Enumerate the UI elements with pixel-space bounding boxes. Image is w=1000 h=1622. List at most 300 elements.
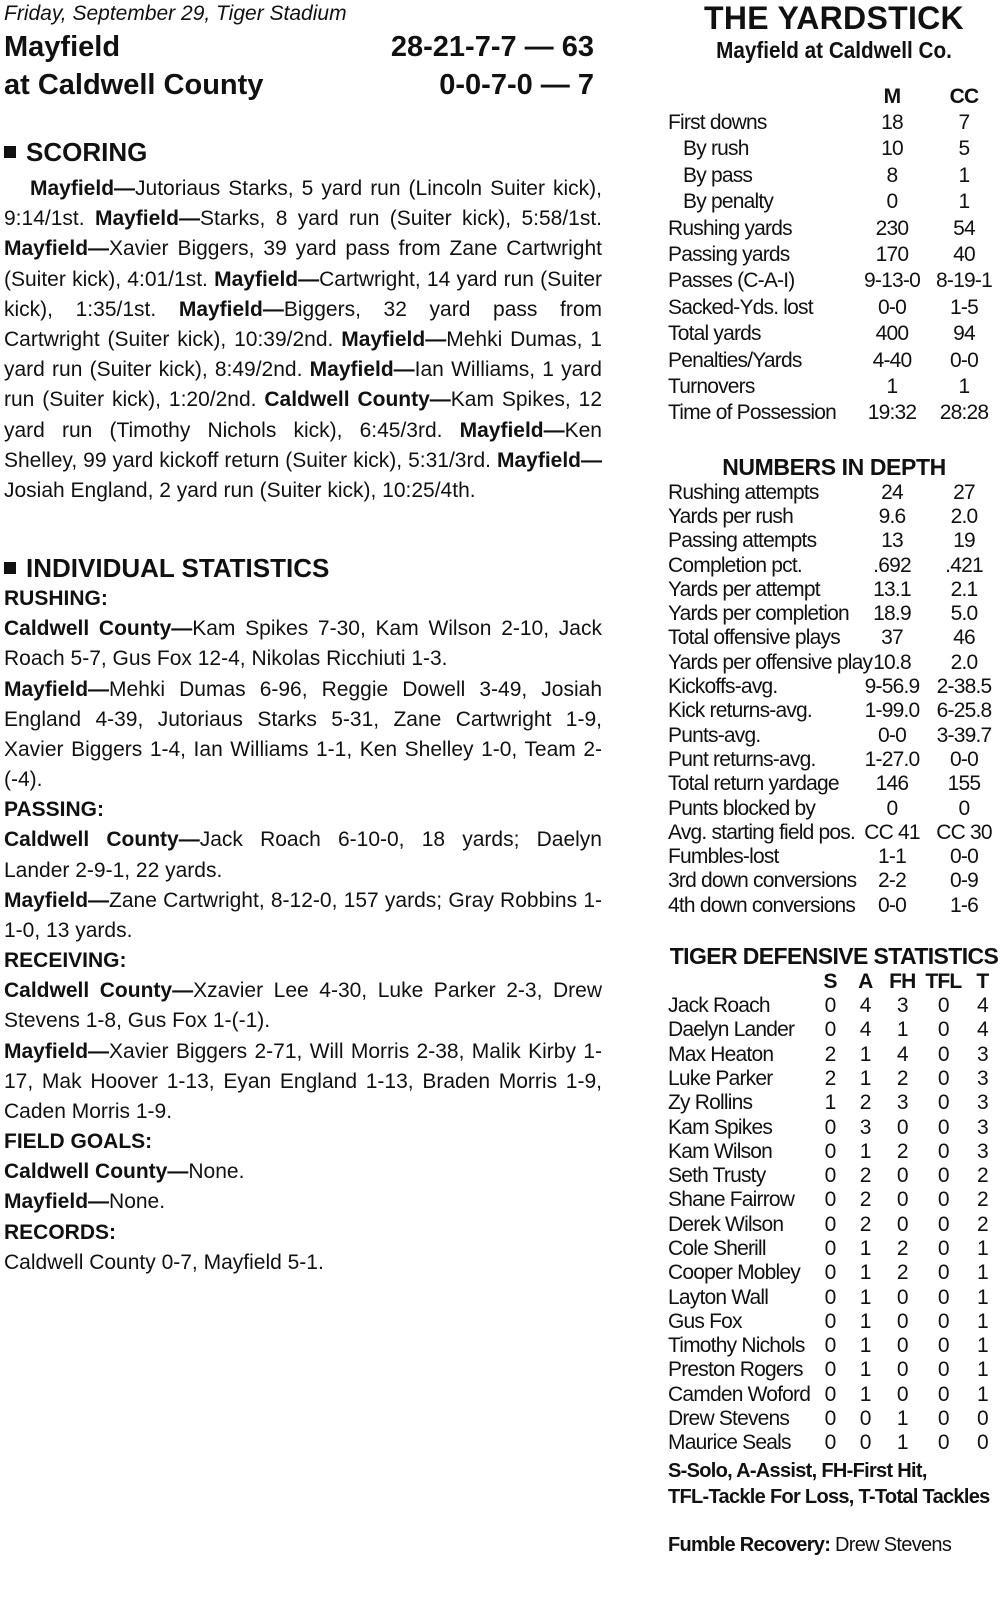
mayfield-value: 18.9	[873, 602, 911, 626]
defense-player-row	[668, 1383, 1000, 1407]
stat-t: 3	[976, 1091, 988, 1115]
stat-t: 4	[976, 1018, 988, 1042]
yardstick-column	[668, 0, 1000, 1558]
yardstick-row	[668, 348, 1000, 374]
stat-label: Passes (C-A-I)	[668, 269, 795, 293]
stat-fh: 1	[896, 1431, 908, 1455]
stat-t: 1	[976, 1285, 988, 1309]
defense-player-row	[668, 1018, 1000, 1042]
player-name: Derek Wilson	[668, 1212, 784, 1236]
stat-tfl: 0	[937, 1431, 949, 1455]
stat-s: 0	[824, 1237, 836, 1260]
mayfield-value: 37	[881, 626, 903, 650]
stat-paragraph	[4, 614, 602, 674]
caldwell-value: 155	[947, 772, 981, 796]
column-header: A	[858, 970, 873, 994]
column-header: S	[823, 970, 837, 994]
stat-fh: 0	[896, 1285, 908, 1309]
column-header: TFL	[925, 970, 962, 994]
stat-s: 0	[824, 1139, 836, 1163]
stat-fh: 1	[896, 1018, 908, 1042]
stat-s: 2	[824, 1042, 836, 1066]
fumble-recovery: Fumble Recovery: Drew Stevens	[668, 1533, 952, 1556]
stat-fh: 2	[896, 1237, 908, 1260]
stat-t: 1	[976, 1358, 988, 1382]
stat-t: 2	[976, 1164, 988, 1188]
stat-fh: 3	[896, 994, 908, 1018]
stat-fh: 0	[896, 1164, 908, 1188]
yardstick-row	[668, 163, 1000, 189]
stat-tfl: 0	[937, 1237, 949, 1260]
defense-legend: S-Solo, A-Assist, FH-First Hit, TFL-Tackle For Loss, T-Total Tackles	[668, 1459, 990, 1508]
stat-a: 1	[859, 1261, 871, 1285]
stat-a: 1	[859, 1066, 871, 1090]
stat-team: Mayfield—	[4, 1190, 110, 1214]
stat-s: 0	[824, 1382, 836, 1406]
stat-a: 1	[859, 1285, 871, 1309]
scoring-play: Mehki Dumas, 1 yard run (Suiter kick), 8:49/2nd.	[4, 328, 602, 382]
caldwell-value: 0	[958, 796, 970, 820]
mayfield-value: 0-0	[878, 295, 906, 319]
stat-label: By pass	[683, 163, 753, 187]
yardstick-subtitle: Mayfield at Caldwell Co.	[716, 37, 952, 63]
stat-a: 2	[859, 1091, 871, 1115]
mayfield-value: 1-27.0	[864, 747, 920, 771]
scoring-play: Xavier Biggers, 39 yard pass from Zane Cartwright (Suiter kick), 4:01/1st.	[4, 237, 602, 291]
quarter-score-line: 28-21-7-7 — 63	[390, 31, 594, 63]
stat-tfl: 0	[937, 1164, 949, 1188]
column-m: M	[883, 85, 901, 108]
stat-text: None.	[109, 1190, 166, 1214]
stat-text: Caldwell County 0-7, Mayfield 5-1.	[4, 1250, 324, 1274]
defense-player-row	[668, 1334, 1000, 1358]
score-row-mayfield	[4, 28, 602, 66]
scoring-play: Jutoriaus Starks, 5 yard run (Lincoln Suiter kick), 9:14/1st.	[4, 177, 602, 231]
scoring-play: Biggers, 32 yard pass from Cartwright (Suiter kick), 10:39/2nd.	[4, 297, 603, 352]
square-bullet-icon	[4, 562, 16, 574]
stat-label: Sacked-Yds. lost	[668, 295, 813, 319]
depth-row	[668, 748, 1000, 772]
stat-s: 0	[824, 1285, 836, 1309]
player-name: Kam Wilson	[668, 1139, 773, 1163]
mayfield-value: 4-40	[872, 348, 912, 372]
stat-t: 1	[976, 1382, 988, 1406]
mayfield-value: 170	[875, 242, 909, 266]
defense-player-row	[668, 1188, 1000, 1212]
stat-fh: 3	[896, 1091, 908, 1115]
stat-fh: 0	[896, 1115, 908, 1139]
caldwell-value: 2.0	[950, 650, 978, 674]
stat-fh: 0	[896, 1309, 908, 1333]
depth-row	[668, 797, 1000, 821]
yardstick-row	[668, 321, 1000, 347]
depth-row	[668, 529, 1000, 553]
score-row-caldwell	[4, 66, 602, 104]
stat-a: 2	[859, 1212, 871, 1236]
stat-label: Total return yardage	[668, 772, 839, 796]
stat-label: Total offensive plays	[668, 626, 840, 650]
yardstick-row	[668, 136, 1000, 162]
stat-label: First downs	[668, 111, 767, 134]
player-name: Kam Spikes	[668, 1115, 773, 1139]
stat-label: Yards per rush	[668, 504, 793, 528]
caldwell-value: 3-39.7	[936, 723, 992, 747]
defense-player-row	[668, 1310, 1000, 1334]
defense-title: TIGER DEFENSIVE STATISTICS	[669, 943, 999, 970]
scoring-team: Mayfield—	[214, 267, 320, 291]
mayfield-value: 1-1	[878, 845, 906, 869]
stat-fh: 1	[896, 1407, 908, 1431]
stat-a: 2	[859, 1164, 871, 1188]
stat-s: 0	[824, 1407, 836, 1431]
stat-tfl: 0	[937, 1212, 949, 1236]
scoring-team: Caldwell County—	[264, 388, 451, 412]
stat-fh: 0	[896, 1382, 908, 1406]
stat-label: Penalties/Yards	[668, 348, 802, 372]
stat-a: 4	[859, 1018, 871, 1042]
stat-tfl: 0	[937, 1285, 949, 1309]
depth-row	[668, 894, 1000, 918]
stat-s: 0	[824, 1018, 836, 1042]
stat-label: Completion pct.	[668, 553, 802, 577]
defense-player-row	[668, 1358, 1000, 1382]
defense-player-row	[668, 1407, 1000, 1431]
mayfield-value: 0	[886, 190, 898, 214]
stat-fh: 2	[896, 1066, 908, 1090]
scoring-team: Mayfield—	[30, 177, 136, 200]
caldwell-value: 0-0	[950, 845, 978, 869]
scoring-play: Kam Spikes, 12 yard run (Timothy Nichols kick), 6:45/3rd.	[4, 388, 602, 442]
stat-tfl: 0	[937, 1115, 949, 1139]
stat-text: Kam Spikes 7-30, Kam Wilson 2-10, Jack Roach 5-7, Gus Fox 12-4, Nikolas Ricchiuti 1-3.	[4, 617, 602, 671]
stat-s: 0	[824, 1164, 836, 1188]
caldwell-value: .421	[945, 553, 983, 577]
caldwell-value: 40	[953, 242, 975, 266]
stat-label: Turnovers	[668, 374, 755, 398]
scoring-team: Mayfield—	[341, 328, 447, 352]
depth-row	[668, 845, 1000, 869]
stat-text: Xavier Biggers 2-71, Will Morris 2-38, Malik Kirby 1-17, Mak Hoover 1-13, Eyan England 1-13, Braden Morris 1-9, Caden Morris 1-9.	[4, 1039, 602, 1124]
caldwell-value: 0-9	[950, 869, 978, 893]
defense-player-row	[668, 1286, 1000, 1310]
defense-header	[668, 970, 1000, 994]
scoring-team: Mayfield—	[4, 237, 110, 261]
depth-row	[668, 675, 1000, 699]
caldwell-value: 0-0	[950, 348, 978, 372]
stat-label: Rushing attempts	[668, 480, 819, 504]
mayfield-value: 18	[881, 111, 903, 134]
stat-tfl: 0	[937, 1091, 949, 1115]
stat-tfl: 0	[937, 1042, 949, 1066]
caldwell-value: 7	[958, 111, 970, 134]
player-name: Gus Fox	[668, 1309, 742, 1333]
stat-fh: 0	[896, 1334, 908, 1358]
stat-fh: 0	[896, 1358, 908, 1382]
stat-label: Passing yards	[668, 242, 790, 266]
stat-s: 2	[824, 1066, 836, 1090]
yardstick-row	[668, 268, 1000, 294]
yardstick-header	[668, 84, 1000, 110]
stat-t: 1	[976, 1261, 988, 1285]
stat-tfl: 0	[937, 1358, 949, 1382]
stat-label: By penalty	[683, 190, 774, 214]
caldwell-value: CC 30	[936, 820, 992, 844]
stat-section-title: PASSING:	[4, 798, 104, 822]
yardstick-table	[668, 110, 1000, 427]
player-name: Daelyn Lander	[668, 1018, 795, 1042]
mayfield-value: 13.1	[873, 577, 911, 601]
column-cc: CC	[949, 85, 979, 108]
column-header: T	[976, 970, 989, 994]
stat-paragraph	[4, 1037, 602, 1128]
stat-a: 0	[859, 1407, 871, 1431]
mayfield-value: 9-56.9	[864, 675, 920, 699]
mayfield-value: 9.6	[878, 504, 906, 528]
caldwell-value: 46	[953, 626, 975, 650]
team-name: at Caldwell County	[4, 69, 264, 101]
column-header: FH	[889, 970, 916, 994]
scoring-play: Ken Shelley, 99 yard kickoff return (Suiter kick), 5:31/3rd.	[4, 418, 602, 472]
header-spacer	[668, 970, 813, 994]
stat-paragraph	[4, 1248, 602, 1278]
stat-tfl: 0	[937, 1066, 949, 1090]
stat-label: Yards per attempt	[668, 577, 820, 601]
stat-label: Punt returns-avg.	[668, 747, 816, 771]
stat-text: Mehki Dumas 6-96, Reggie Dowell 3-49, Josiah England 4-39, Jutoriaus Starks 5-31, Zane Cartwright 1-9, Xavier Biggers 1-4, Ian Williams 1-1, Ken Shelley 1-0, Team 2-(-4).	[4, 677, 602, 792]
stat-section-title: RECORDS:	[4, 1220, 117, 1244]
stat-fh: 4	[896, 1042, 908, 1066]
stat-t: 0	[976, 1407, 988, 1431]
stat-section-title: RECEIVING:	[4, 949, 127, 973]
stat-label: Avg. starting field pos.	[668, 820, 856, 844]
depth-row	[668, 554, 1000, 578]
player-name: Camden Woford	[668, 1382, 811, 1406]
stat-t: 1	[976, 1309, 988, 1333]
player-name: Cole Sherill	[668, 1237, 766, 1260]
stat-label: Kickoffs-avg.	[668, 675, 778, 699]
mayfield-value: 24	[881, 480, 903, 504]
stat-section-title: FIELD GOALS:	[4, 1130, 153, 1154]
mayfield-value: 10	[881, 137, 903, 161]
stat-label: Passing attempts	[668, 529, 817, 553]
stat-s: 0	[824, 1261, 836, 1285]
depth-row	[668, 602, 1000, 626]
stat-a: 1	[859, 1334, 871, 1358]
scoring-play: Ian Williams, 1 yard run (Suiter kick), 1:20/2nd.	[4, 358, 602, 412]
mayfield-value: 0-0	[878, 723, 906, 747]
yardstick-row	[668, 242, 1000, 268]
caldwell-value: 1	[958, 374, 970, 398]
stat-tfl: 0	[937, 1309, 949, 1333]
caldwell-value: 94	[953, 322, 975, 346]
caldwell-value: 2-38.5	[936, 675, 992, 699]
player-name: Seth Trusty	[668, 1164, 766, 1188]
scoring-team: Mayfield—	[178, 297, 284, 321]
scoring-play: Josiah England, 2 yard run (Suiter kick), 10:25/4th.	[4, 479, 476, 503]
stat-a: 1	[859, 1042, 871, 1066]
scoring-team: Mayfield—	[94, 207, 200, 231]
stat-t: 3	[976, 1115, 988, 1139]
stat-label: 3rd down conversions	[668, 869, 857, 893]
yardstick-row	[668, 400, 1000, 426]
stat-t: 3	[976, 1139, 988, 1163]
depth-row	[668, 869, 1000, 893]
stat-tfl: 0	[937, 1382, 949, 1406]
yardstick-row	[668, 295, 1000, 321]
stat-label: 4th down conversions	[668, 893, 856, 917]
scoring-team: Mayfield—	[459, 418, 565, 442]
stat-label: Yards per offensive play	[668, 650, 873, 674]
player-name: Shane Fairrow	[668, 1188, 795, 1212]
mayfield-value: 146	[875, 772, 909, 796]
stat-s: 0	[824, 1334, 836, 1358]
scoring-heading: SCORING	[4, 136, 602, 168]
team-name: Mayfield	[4, 31, 121, 63]
depth-table	[668, 481, 1000, 918]
stat-text: Xzavier Lee 4-30, Luke Parker 2-3, Drew Stevens 1-8, Gus Fox 1-(-1).	[4, 979, 602, 1033]
stat-team: Mayfield—	[4, 677, 110, 701]
stat-team: Mayfield—	[4, 888, 110, 912]
defense-table	[668, 994, 1000, 1456]
stat-s: 0	[824, 1431, 836, 1455]
stat-tfl: 0	[937, 1188, 949, 1212]
stat-t: 1	[976, 1237, 988, 1260]
caldwell-value: 0-0	[950, 747, 978, 771]
player-name: Jack Roach	[668, 994, 770, 1018]
stat-paragraph	[4, 1187, 602, 1217]
mayfield-value: CC 41	[864, 820, 920, 844]
stat-fh: 0	[896, 1212, 908, 1236]
stat-label: Fumbles-lost	[668, 845, 779, 869]
square-bullet-icon	[4, 146, 16, 158]
defense-player-row	[668, 1164, 1000, 1188]
scoring-team: Mayfield—	[309, 358, 415, 382]
stat-a: 1	[859, 1358, 871, 1382]
scoring-team: Mayfield—	[496, 448, 602, 472]
mayfield-value: 13	[881, 529, 903, 553]
stat-label: Rushing yards	[668, 216, 792, 240]
caldwell-value: 2.1	[950, 577, 978, 601]
defense-player-row	[668, 1431, 1000, 1455]
stat-fh: 2	[896, 1261, 908, 1285]
yardstick-row	[668, 216, 1000, 242]
mayfield-value: 10.8	[873, 650, 911, 674]
player-name: Timothy Nichols	[668, 1334, 805, 1358]
stat-section-title: RUSHING:	[4, 587, 108, 611]
stat-s: 1	[824, 1091, 836, 1115]
defense-player-row	[668, 1213, 1000, 1237]
player-name: Layton Wall	[668, 1285, 769, 1309]
caldwell-value: 5.0	[950, 602, 978, 626]
defense-player-row	[668, 1043, 1000, 1067]
depth-row	[668, 821, 1000, 845]
stat-paragraph	[4, 675, 602, 796]
mayfield-value: 0-0	[878, 893, 906, 917]
stat-paragraph	[4, 886, 602, 946]
caldwell-value: 1-6	[950, 893, 978, 917]
stat-label: Punts-avg.	[668, 723, 761, 747]
mayfield-value: 400	[875, 322, 909, 346]
player-name: Preston Rogers	[668, 1358, 803, 1382]
stat-s: 0	[824, 1188, 836, 1212]
caldwell-value: 1	[958, 163, 970, 187]
stat-tfl: 0	[937, 994, 949, 1018]
stat-s: 0	[824, 1358, 836, 1382]
caldwell-value: 2.0	[950, 504, 978, 528]
mayfield-value: .692	[873, 553, 911, 577]
player-name: Max Heaton	[668, 1042, 774, 1066]
game-story-column	[4, 0, 602, 1278]
depth-row	[668, 772, 1000, 796]
quarter-score-line: 0-0-7-0 — 7	[439, 69, 594, 101]
depth-row	[668, 505, 1000, 529]
defense-player-row	[668, 1091, 1000, 1115]
defense-player-row	[668, 1237, 1000, 1261]
stat-t: 1	[976, 1334, 988, 1358]
stat-tfl: 0	[937, 1407, 949, 1431]
stat-a: 0	[859, 1431, 871, 1455]
stat-a: 3	[859, 1115, 871, 1139]
individual-stats	[4, 584, 602, 1278]
stat-team: Caldwell County—	[4, 828, 200, 852]
stat-team: Mayfield—	[4, 1039, 110, 1063]
mayfield-value: 2-2	[878, 869, 906, 893]
caldwell-value: 5	[958, 137, 970, 161]
yardstick-title: THE YARDSTICK	[704, 0, 964, 36]
mayfield-value: 1	[886, 374, 898, 398]
scoring-play: Cartwright, 14 yard run (Suiter kick), 1:35/1st.	[4, 267, 603, 321]
yardstick-row	[668, 189, 1000, 215]
depth-row	[668, 651, 1000, 675]
caldwell-value: 1-5	[950, 295, 978, 319]
stat-a: 1	[859, 1309, 871, 1333]
player-name: Maurice Seals	[668, 1431, 791, 1455]
stat-a: 1	[859, 1139, 871, 1163]
scoring-play: Starks, 8 yard run (Suiter kick), 5:58/1st.	[199, 207, 602, 231]
stat-s: 0	[824, 1115, 836, 1139]
stat-fh: 0	[896, 1188, 908, 1212]
individual-stats-heading: INDIVIDUAL STATISTICS	[4, 552, 602, 584]
caldwell-value: 19	[953, 529, 975, 553]
defense-player-row	[668, 1140, 1000, 1164]
stat-paragraph	[4, 1157, 602, 1187]
dateline: Friday, September 29, Tiger Stadium	[4, 2, 347, 25]
player-name: Drew Stevens	[668, 1407, 790, 1431]
stat-label: Time of Possession	[668, 401, 837, 425]
stat-a: 4	[859, 994, 871, 1018]
stat-a: 2	[859, 1188, 871, 1212]
stat-s: 0	[824, 994, 836, 1018]
mayfield-value: 1-99.0	[864, 699, 920, 723]
stat-paragraph	[4, 976, 602, 1036]
depth-row	[668, 626, 1000, 650]
stat-fh: 2	[896, 1139, 908, 1163]
player-name: Zy Rollins	[668, 1091, 753, 1115]
mayfield-value: 0	[886, 796, 898, 820]
depth-row	[668, 724, 1000, 748]
caldwell-value: 8-19-1	[936, 269, 992, 293]
stat-a: 1	[859, 1237, 871, 1260]
stat-s: 0	[824, 1212, 836, 1236]
stat-t: 4	[976, 994, 988, 1018]
stat-t: 0	[976, 1431, 988, 1455]
caldwell-value: 27	[953, 480, 975, 504]
stat-label: By rush	[683, 137, 749, 161]
defense-player-row	[668, 1067, 1000, 1091]
stat-label: Kick returns-avg.	[668, 699, 812, 723]
stat-a: 1	[859, 1382, 871, 1406]
stat-label: Total yards	[668, 322, 761, 346]
